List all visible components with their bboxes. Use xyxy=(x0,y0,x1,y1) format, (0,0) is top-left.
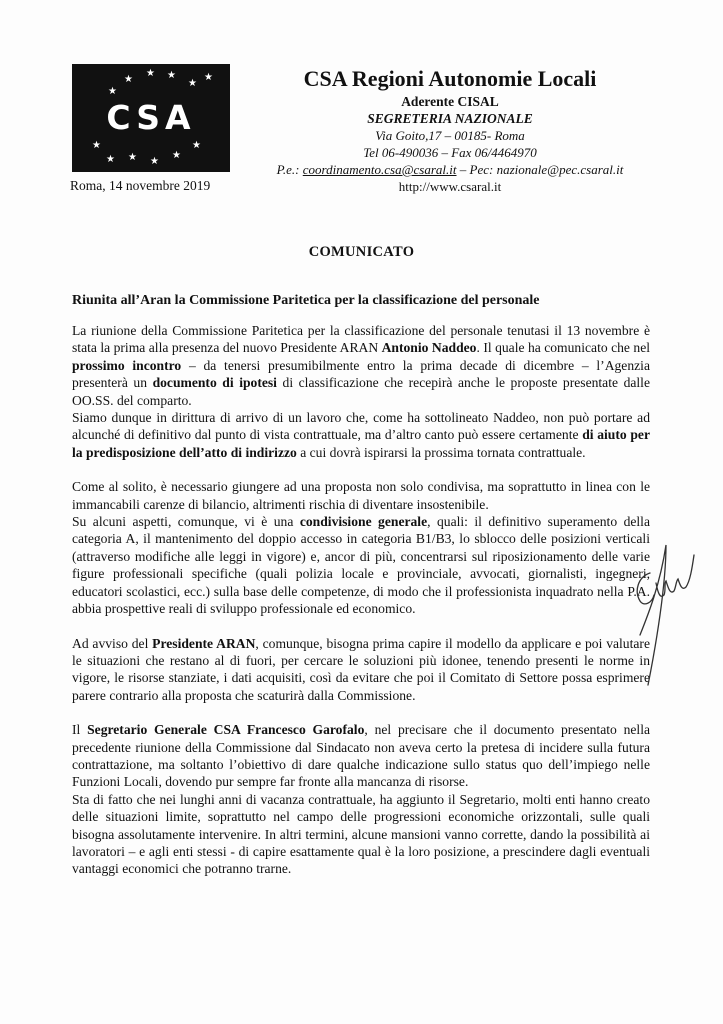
document-subject: Riunita all’Aran la Commissione Paritetica per la classificazione del personale xyxy=(72,293,540,308)
svg-text:★: ★ xyxy=(167,70,176,81)
letterhead xyxy=(255,66,645,195)
address-line: Via Goito,17 – 00185- Roma xyxy=(375,128,525,143)
email-link[interactable]: coordinamento.csa@csaral.it xyxy=(302,162,457,177)
paragraph: Ad avviso del Presidente ARAN, comunque, bisogna prima capire il modello da applicare e poi valutare le situazioni che restano al di fuori, per cercare le soluzioni più idonee, tenendo presenti le norme in vigore, le risorse stanziate, i dati acquisiti, così da evitare che poi il Comitato di Settore possa esprimere parere contrario alla proposta che scaturirà dalla Commissione. xyxy=(72,635,650,703)
svg-text:★: ★ xyxy=(188,78,197,89)
paragraph: Come al solito, è necessario giungere ad una proposta non solo condivisa, ma soprattutto in linea con le immancabili carenze di bilancio, altrimenti rischia di diventare insostenibile. xyxy=(72,479,650,512)
email-line: P.e.: coordinamento.csa@csaral.it – Pec: nazionale@pec.csaral.it xyxy=(276,162,624,177)
paragraph: Il Segretario Generale CSA Francesco Garofalo, nel precisare che il documento presentato nella precedente riunione della Commissione dal Sindacato non aveva certo la pretesa di incidere sulla futura contrattazione, ma soltanto l’obiettivo di dare qualche indicazione sullo status quo dell’impiego nelle Funzioni Locali, dovendo pur sempre far fronte alla mancanza di risorse. xyxy=(72,722,651,790)
phone-line: Tel 06-490036 – Fax 06/4464970 xyxy=(363,145,537,160)
svg-text:★: ★ xyxy=(128,152,137,163)
paragraph: Su alcuni aspetti, comunque, vi è una condivisione generale, quali: il definitivo superamento della categoria A, il mantenimento del doppio accesso in categoria B1/B3, lo sblocco delle posizioni verticali (attraverso modifiche alle leggi in vigore) e, ancor di più, concentrarsi sul riposizionamento delle varie figure professionali specifiche (quali polizia locale e provinciale, avvocati, giornalisti, ingegneri, educatori scolastici, ecc.) sulla base delle competenze, di modo che il professionista inquadrato nella P.A. abbia prospettive reali di sviluppo professionale ed economico. xyxy=(72,514,650,617)
svg-text:★: ★ xyxy=(108,86,117,97)
document-body xyxy=(72,322,650,895)
svg-text:★: ★ xyxy=(172,150,181,161)
csa-logo xyxy=(72,64,230,172)
secretariat-line: SEGRETERIA NAZIONALE xyxy=(367,111,533,126)
paragraph: La riunione della Commissione Paritetica per la classificazione del personale tenutasi il 13 novembre è stata la prima alla presenza del nuovo Presidente ARAN Antonio Naddeo. Il quale ha comunicato che nel prossimo incontro – da tenersi presumibilmente entro la prima decade di dicembre – l’Agenzia presenterà un documento di ipotesi di classificazione che recepirà anche le proposte presentate dalle OO.SS. del comparto. xyxy=(72,323,651,408)
svg-text:★: ★ xyxy=(146,68,155,79)
document-title: COMUNICATO xyxy=(308,244,415,260)
svg-text:★: ★ xyxy=(124,74,133,85)
svg-text:★: ★ xyxy=(150,156,159,167)
svg-text:★: ★ xyxy=(106,154,115,165)
document-date: Roma, 14 novembre 2019 xyxy=(70,178,211,193)
website-link[interactable]: http://www.csaral.it xyxy=(398,179,502,194)
handwritten-signature xyxy=(620,525,700,695)
adherent-line: Aderente CISAL xyxy=(401,94,499,109)
logo-text: CSA xyxy=(106,98,196,137)
svg-text:★: ★ xyxy=(92,140,101,151)
organization-name: CSA Regioni Autonomie Locali xyxy=(303,66,597,91)
paragraph: Siamo dunque in dirittura di arrivo di un lavoro che, come ha sottolineato Naddeo, non può portare ad alcunché di definitivo dal punto di vista contrattuale, ma d’altro canto può essere certamente di aiuto per la predisposizione dell’atto di indirizzo a cui dovrà ispirarsi la prossima tornata contrattuale. xyxy=(72,410,650,460)
paragraph: Sta di fatto che nei lunghi anni di vacanza contrattuale, ha aggiunto il Segretario, molti enti hanno creato delle situazioni limite, soprattutto nel campo delle progressioni economiche orizzontali, sulle quali bisogna assolutamente intervenire. In altri termini, alcune mansioni vanno corrette, dando la possibilità ai lavoratori – e agli enti stessi - di capire esattamente qual è la loro posizione, a prescindere dagli eventuali vantaggi economici che potranno trarne. xyxy=(72,791,650,877)
svg-text:★: ★ xyxy=(204,72,213,83)
svg-text:★: ★ xyxy=(192,140,201,151)
